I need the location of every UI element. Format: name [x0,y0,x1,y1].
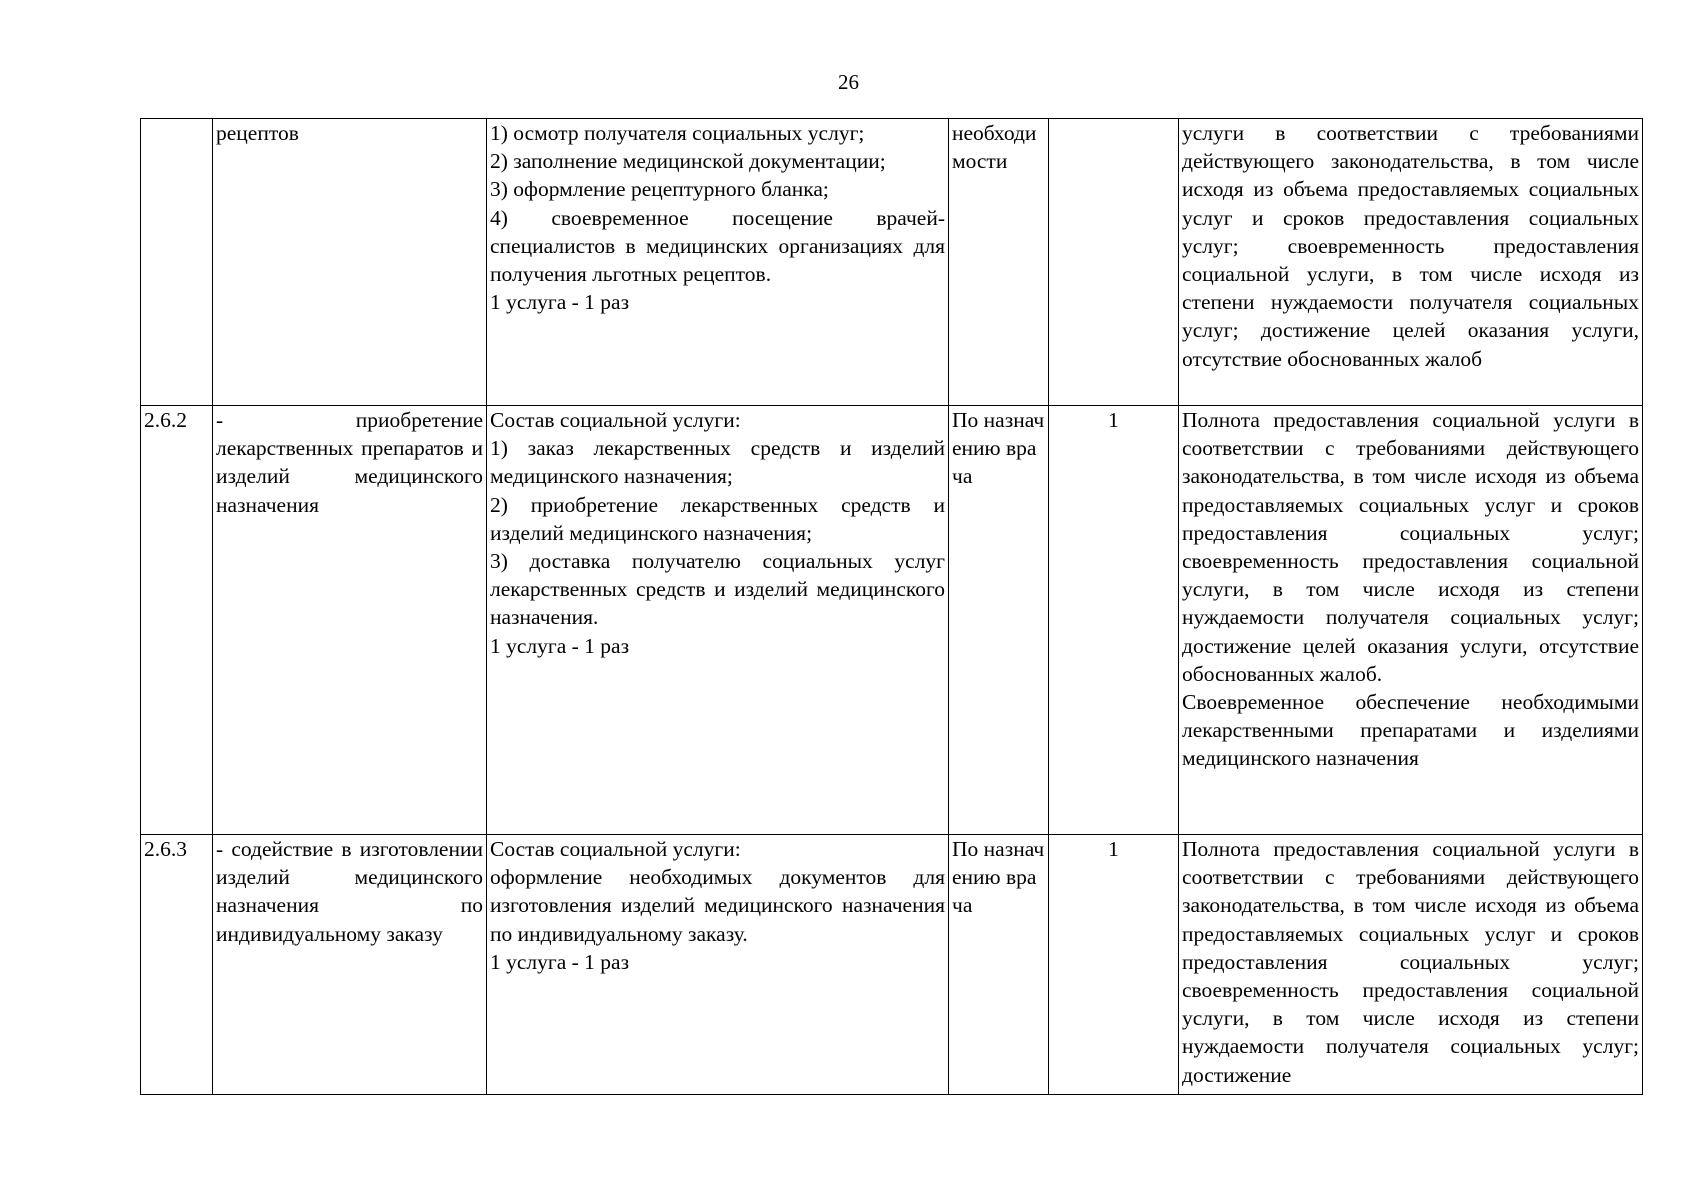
criteria-paragraph: Своевременное обеспечение необходимыми лекарственными препаратами и изделиями медицинского назначения [1182,690,1639,771]
services-table [140,118,1643,1095]
table-row [141,406,1643,835]
row-number-cell [141,119,213,406]
service-count-cell [1049,119,1179,406]
service-period-cell [949,119,1049,406]
criteria-paragraph: услуги в соответствии с требованиями действующего законодательства, в том числе исходя из объема предоставляемых социальных услуг и сроков предоставления социальных услуг; своевременность предоставления социальной услуги, в том числе исходя из степени нуждаемости получателя социальных услуг; достижение целей оказания услуги, отсутствие обоснованных жалоб [1182,121,1639,371]
service-count-cell: 1 [1049,835,1179,1095]
content-line: Состав социальной услуги: [490,408,741,432]
service-content-cell [487,119,949,406]
content-line: 4) своевременное посещение врачей-специалистов в медицинских организациях для получения льготных рецептов. [490,205,945,287]
criteria-paragraph: Полнота предоставления социальной услуги в соответствии с требованиями действующего законодательства, в том числе исходя из объема предоставляемых социальных услуг и сроков предоставления социальных услуг; своевременность предоставления социальной услуги, в том числе исходя из степени нуждаемости получателя социальных услуг; достижение [1182,837,1639,1087]
quality-criteria-cell [1179,835,1643,1095]
content-line: 3) оформление рецептурного бланка; [490,177,829,202]
table-row [141,835,1643,1095]
content-line: 2) приобретение лекарственных средств и изделий медицинского назначения; [490,492,945,545]
content-line: 1 услуга - 1 раз [490,290,630,315]
content-line: 1 услуга - 1 раз [490,949,630,974]
content-line: Состав социальной услуги: [490,837,741,861]
service-content-cell [487,406,949,835]
page-number: 26 [838,70,859,94]
service-name-cell: - приобретение лекарственных препаратов и изделий медицинского назначения [213,406,487,835]
service-period-cell [949,835,1049,1095]
content-line: 1 услуга - 1 раз [490,633,630,658]
content-line: 3) доставка получателю социальных услуг лекарственных средств и изделий медицинского назначения. [490,549,945,630]
period-text: По назначению врача [952,408,1045,489]
quality-criteria-cell [1179,119,1643,406]
service-period-cell [949,406,1049,835]
service-name-cell: - содействие в изготовлении изделий медицинского назначения по индивидуальному заказу [213,835,487,1095]
table-row [141,119,1643,406]
service-content-cell [487,835,949,1095]
period-text: По назначению врача [952,837,1045,918]
quality-criteria-cell [1179,406,1643,835]
content-line: 1) заказ лекарственных средств и изделий медицинского назначения; [490,436,945,489]
row-number-cell: 2.6.3 [141,835,213,1095]
service-name-cell: рецептов [213,119,487,406]
row-number-cell: 2.6.2 [141,406,213,835]
content-line: оформление необходимых документов для изготовления изделий медицинского назначения по индивидуальному заказу. [490,865,945,946]
content-line: 2) заполнение медицинской документации; [490,149,886,174]
period-text: необходимости [952,121,1037,174]
criteria-paragraph: Полнота предоставления социальной услуги в соответствии с требованиями действующего законодательства, в том числе исходя из объема предоставляемых социальных услуг и сроков предоставления социальных услуг; своевременность предоставления социальной услуги, в том числе исходя из степени нуждаемости получателя социальных услуг; достижение целей оказания услуги, отсутствие обоснованных жалоб. [1182,408,1639,686]
content-line: 1) осмотр получателя социальных услуг; [490,121,865,145]
service-count-cell: 1 [1049,406,1179,835]
